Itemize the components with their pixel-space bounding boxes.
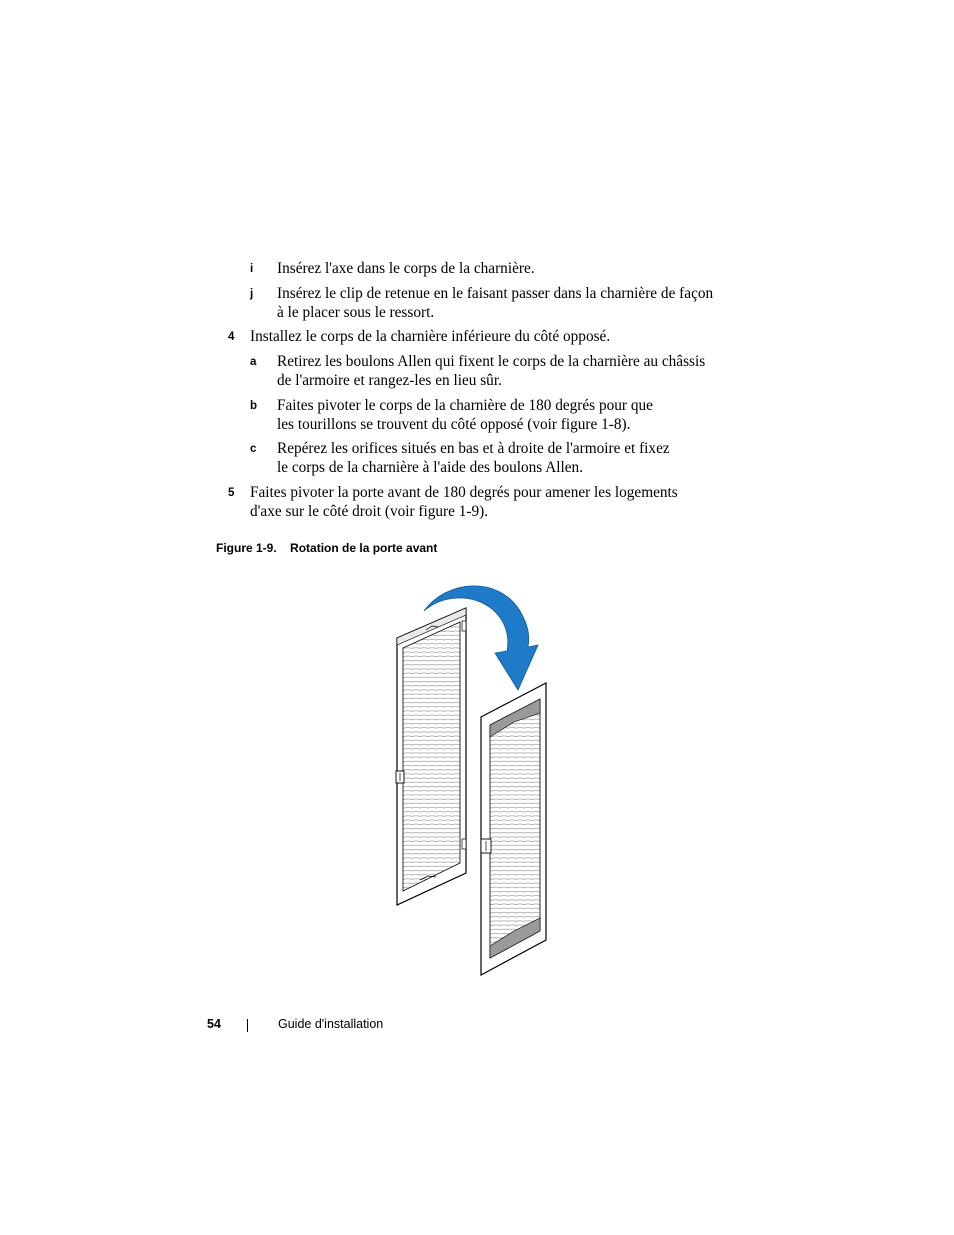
step-c-text	[277, 440, 670, 477]
step-b-line-1: Faites pivoter le corps de la charnière de 180 degrés pour que	[277, 397, 653, 414]
figure-caption	[216, 539, 437, 557]
step-c-line-1: Repérez les orifices situés en bas et à droite de l'armoire et fixez	[277, 440, 670, 457]
step-b-text	[277, 397, 653, 434]
step-4-line-1: Installez le corps de la charnière inférieure du côté opposé.	[250, 328, 611, 345]
step-j-text	[277, 285, 713, 322]
step-a-text	[277, 353, 705, 390]
step-5-marker: 5	[228, 487, 235, 499]
footer-separator	[247, 1019, 248, 1032]
step-a-marker: a	[250, 356, 257, 368]
door-rotation-illustration	[380, 575, 590, 980]
step-j-line-1: Insérez le clip de retenue en le faisant passer dans la charnière de façon	[277, 285, 714, 302]
step-5-text	[250, 484, 678, 521]
step-5-line-2: d'axe sur le côté droit (voir figure 1-9).	[250, 502, 489, 520]
step-i-line-1: Insérez l'axe dans le corps de la charnière.	[277, 260, 535, 277]
step-a-line-1: Retirez les boulons Allen qui fixent le corps de la charnière au châssis	[277, 353, 706, 370]
step-b-line-2: les tourillons se trouvent du côté opposé (voir figure 1-8).	[277, 415, 631, 433]
door-after-rotation	[481, 683, 546, 975]
step-c-marker: c	[250, 443, 257, 455]
figure-number: Figure 1-9.	[216, 541, 277, 555]
figure-title: Rotation de la porte avant	[290, 541, 438, 555]
footer-title: Guide d'installation	[278, 1017, 384, 1031]
step-5-line-1: Faites pivoter la porte avant de 180 degrés pour amener les logements	[250, 484, 678, 501]
step-a-line-2: de l'armoire et rangez-les en lieu sûr.	[277, 371, 502, 389]
step-j-line-2: à le placer sous le ressort.	[277, 303, 435, 321]
step-j-marker: j	[250, 288, 254, 300]
step-4-text	[250, 328, 610, 347]
step-i-marker: i	[250, 263, 254, 275]
page-number: 54	[207, 1017, 221, 1031]
door-before-rotation	[396, 608, 466, 905]
step-b-marker: b	[250, 400, 258, 412]
step-c-line-2: le corps de la charnière à l'aide des boulons Allen.	[277, 458, 584, 476]
step-i-text	[277, 260, 535, 279]
step-4-marker: 4	[228, 331, 235, 343]
